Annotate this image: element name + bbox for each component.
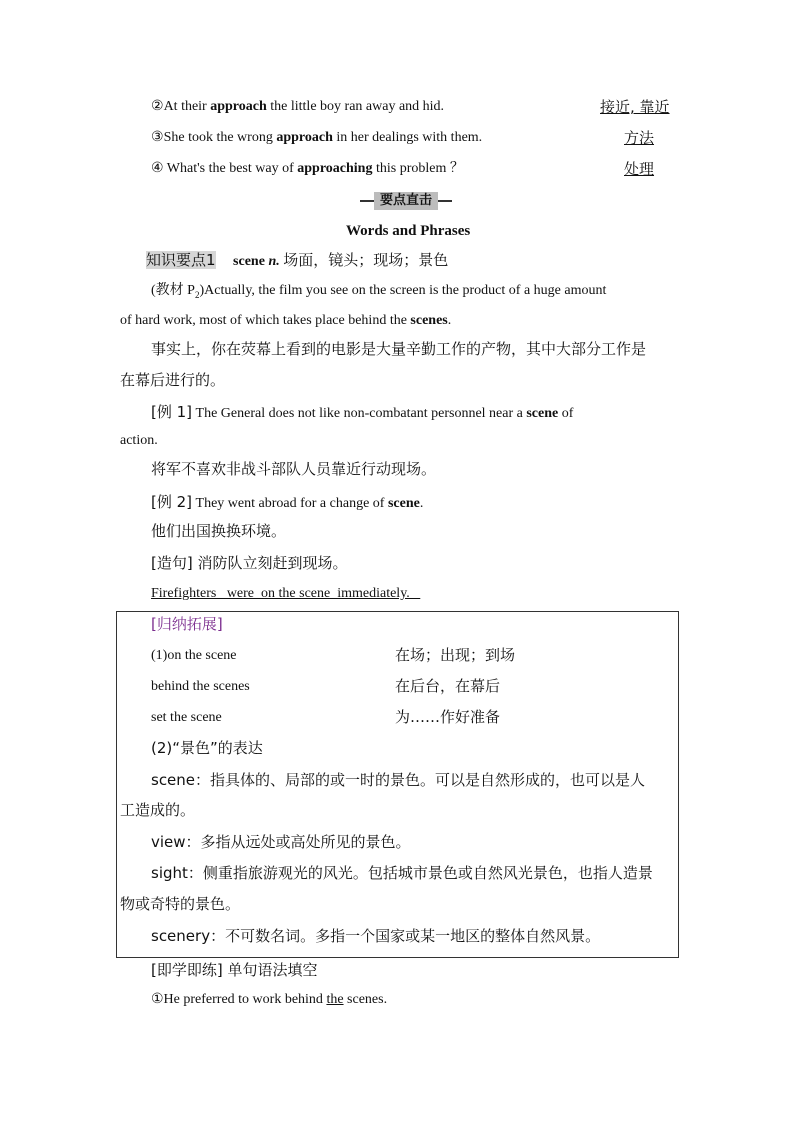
box-scene-b: 工造成的。 bbox=[120, 801, 196, 819]
section-title: Words and Phrases bbox=[346, 223, 471, 239]
knowledge-point: 知识要点1 scene n. 场面，镜头；现场；景色 bbox=[146, 251, 449, 269]
box-scenery: scenery：不可数名词。多指一个国家或某一地区的整体自然风景。 bbox=[151, 927, 601, 945]
answer-3: 方法 bbox=[624, 129, 655, 147]
box-sight-a: sight：侧重指旅游观光的风光。包括城市景色或自然风光景色，也指人造景 bbox=[151, 864, 653, 882]
textbook-zh-1: 事实上，你在荧幕上看到的电影是大量辛勤工作的产物，其中大部分工作是 bbox=[151, 340, 647, 358]
example-line-2: ②At their approach the little boy ran away and hid. bbox=[151, 99, 445, 114]
example-line-3: ③She took the wrong approach in her dealings with them. bbox=[151, 130, 483, 145]
textbook-line-2: of hard work, most of which takes place behind the scenes. bbox=[120, 313, 452, 328]
phrase-1-en: (1)on the scene bbox=[151, 648, 237, 663]
make-sentence: [造句] 消防队立刻赶到现场。 bbox=[151, 554, 348, 572]
example-2-zh: 他们出国换换环境。 bbox=[151, 522, 287, 540]
point-tag: 知识要点1 bbox=[146, 251, 216, 269]
phrase-2-en: behind the scenes bbox=[151, 679, 250, 694]
example-1-cont: action. bbox=[120, 433, 158, 448]
example-1: [例 1] The General does not like non-combatant personnel near a scene of bbox=[151, 403, 574, 421]
section-banner: 要点直击 bbox=[360, 192, 452, 210]
practice-q1-answer: the bbox=[326, 992, 344, 1007]
box-sub2: (2)“景色”的表达 bbox=[151, 739, 263, 757]
phrase-3-zh: 为……作好准备 bbox=[395, 708, 501, 726]
phrase-1-zh: 在场；出现；到场 bbox=[395, 646, 516, 664]
textbook-line-1: (教材 $P_2)Actually$, the film you see on the screen is the product of a huge amount bbox=[151, 283, 607, 300]
box-scene-a: scene：指具体的、局部的或一时的景色。可以是自然形成的，也可以是人 bbox=[151, 771, 646, 789]
answer-4: 处理 bbox=[624, 160, 655, 178]
phrase-2-zh: 在后台，在幕后 bbox=[395, 677, 501, 695]
answer-2: 接近, 靠近 bbox=[600, 98, 670, 116]
practice-q1: ①He preferred to work behind the scenes. bbox=[151, 992, 388, 1007]
practice-title: [即学即练] 单句语法填空 bbox=[151, 961, 318, 979]
phrase-3-en: set the scene bbox=[151, 710, 222, 725]
textbook-zh-2: 在幕后进行的。 bbox=[120, 371, 226, 389]
box-view: view：多指从远处或高处所见的景色。 bbox=[151, 833, 411, 851]
example-1-zh: 将军不喜欢非战斗部队人员靠近行动现场。 bbox=[151, 460, 437, 478]
box-title: [归纳拓展] bbox=[151, 615, 223, 633]
box-sight-b: 物或奇特的景色。 bbox=[120, 895, 241, 913]
example-line-4: ④ What's the best way of approaching this problem ？ bbox=[151, 161, 464, 176]
make-sentence-answer: Firefighters were on the scene immediately. bbox=[151, 586, 421, 601]
example-2: [例 2] They went abroad for a change of scene. bbox=[151, 493, 424, 511]
